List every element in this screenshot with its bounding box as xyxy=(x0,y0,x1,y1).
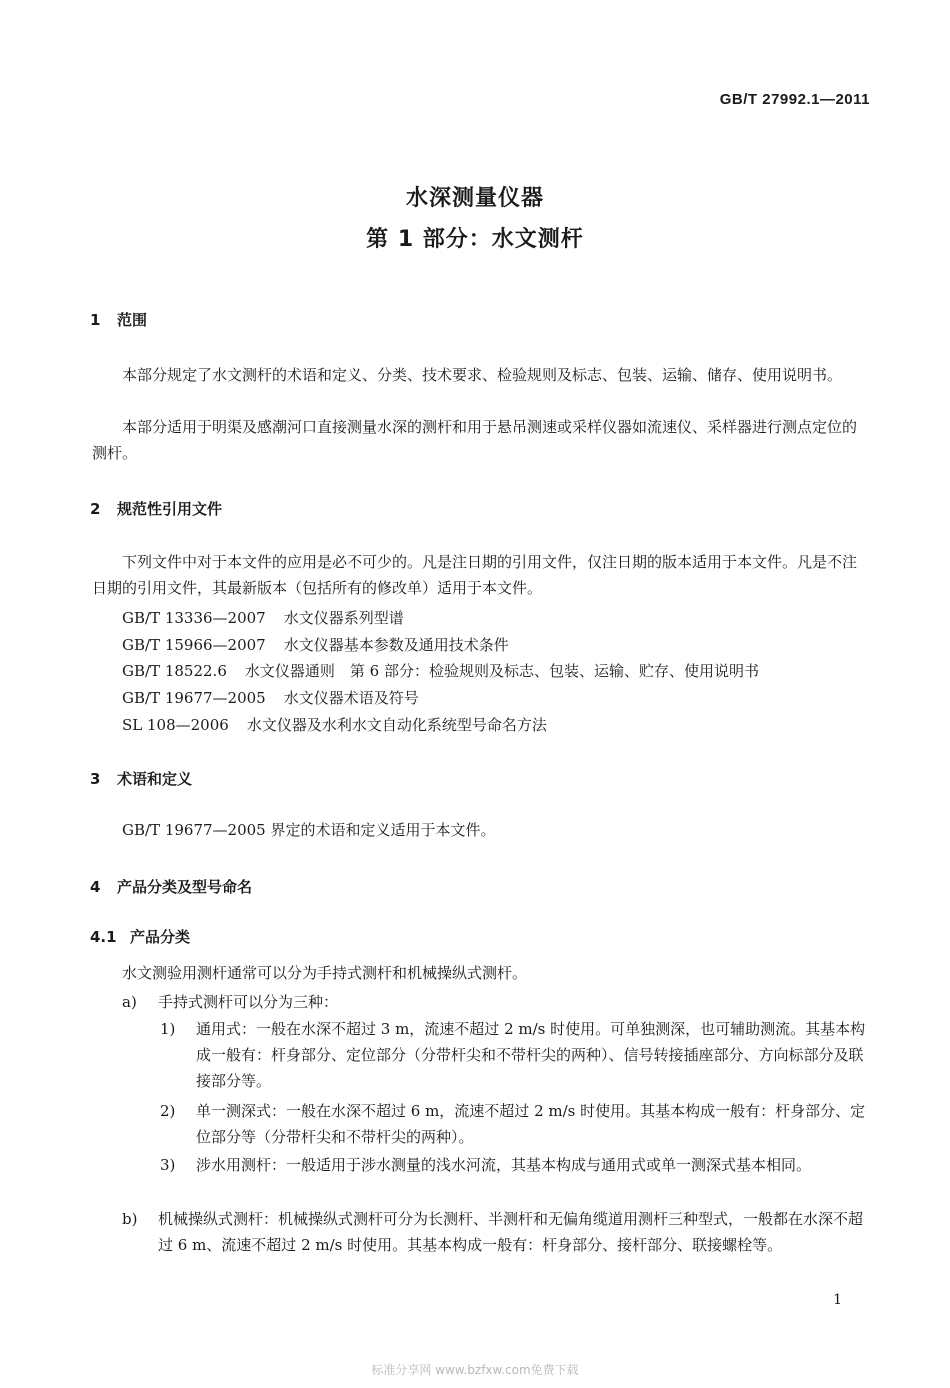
section-1-paragraph-1: 本部分规定了水文测杆的术语和定义、分类、技术要求、检验规则及标志、包装、运输、储存、使用说明书。 xyxy=(122,366,843,384)
section-title: 产品分类及型号命名 xyxy=(117,878,253,896)
section-1-paragraph-2: 本部分适用于明渠及感潮河口直接测量水深的测杆和用于悬吊测速或采样仪器如流速仪、采样器进行测点定位的测杆。 xyxy=(92,418,858,462)
reference-item xyxy=(122,634,509,655)
sub-list-item-3 xyxy=(160,1152,872,1178)
reference-code: GB/T 13336—2007 xyxy=(122,609,266,627)
sub-list-item-2 xyxy=(160,1098,872,1150)
reference-code: GB/T 19677—2005 xyxy=(122,689,266,707)
reference-title: 水文仪器通则 第 6 部分：检验规则及标志、包装、运输、贮存、使用说明书 xyxy=(244,662,759,680)
section-4-heading xyxy=(90,876,252,897)
watermark: 标准分享网 www.bzfxw.com免费下载 xyxy=(371,1363,579,1377)
list-label: 3) xyxy=(160,1156,176,1174)
section-2-paragraph-1: 下列文件中对于本文件的应用是必不可少的。凡是注日期的引用文件，仅注日期的版本适用于本文件。凡是不注日期的引用文件，其最新版本（包括所有的修改单）适用于本文件。 xyxy=(92,553,858,597)
list-item-a xyxy=(122,991,338,1012)
section-title: 范围 xyxy=(117,311,148,329)
document-subtitle: 第 1 部分：水文测杆 xyxy=(366,227,584,252)
section-title: 产品分类 xyxy=(130,928,191,946)
list-text: 涉水用测杆：一般适用于涉水测量的浅水河流，其基本构成与通用式或单一测深式基本相同。 xyxy=(196,1156,812,1174)
list-label: 1) xyxy=(160,1020,176,1038)
reference-item xyxy=(122,660,759,681)
section-4-1-paragraph-1: 水文测验用测杆通常可以分为手持式测杆和机械操纵式测杆。 xyxy=(122,964,528,982)
page-number: 1 xyxy=(833,1292,842,1308)
section-title: 术语和定义 xyxy=(117,770,193,788)
section-1-heading xyxy=(90,309,147,330)
section-number: 1 xyxy=(90,311,101,329)
reference-title: 水文仪器及水利水文自动化系统型号命名方法 xyxy=(246,716,547,734)
section-number: 4 xyxy=(90,878,101,896)
sub-list-item-1 xyxy=(160,1016,872,1094)
list-label: 2) xyxy=(160,1102,176,1120)
reference-title: 水文仪器系列型谱 xyxy=(283,609,404,627)
reference-item xyxy=(122,714,547,735)
standard-code: GB/T 27992.1—2011 xyxy=(719,91,870,108)
reference-item xyxy=(122,607,404,628)
list-label: a) xyxy=(122,993,137,1011)
reference-title: 水文仪器术语及符号 xyxy=(283,689,419,707)
section-number: 3 xyxy=(90,770,101,788)
list-text: 通用式：一般在水深不超过 3 m，流速不超过 2 m/s 时使用。可单独测深，也可辅助测流。其基本构成一般有：杆身部分、定位部分（分带杆尖和不带杆尖的两种）、信号转接插座部分、方向标部分及联接部分等。 xyxy=(196,1020,866,1090)
list-label: b) xyxy=(122,1210,138,1228)
section-number: 2 xyxy=(90,500,101,518)
section-number: 4.1 xyxy=(90,928,117,946)
list-text: 手持式测杆可以分为三种： xyxy=(158,993,339,1011)
section-2-heading xyxy=(90,498,222,519)
list-item-b xyxy=(122,1206,872,1258)
reference-code: SL 108—2006 xyxy=(122,716,229,734)
section-3-heading xyxy=(90,768,192,789)
section-3-paragraph-1: GB/T 19677—2005 界定的术语和定义适用于本文件。 xyxy=(122,821,496,839)
reference-title: 水文仪器基本参数及通用技术条件 xyxy=(283,636,509,654)
reference-code: GB/T 15966—2007 xyxy=(122,636,266,654)
reference-item xyxy=(122,687,419,708)
section-4-1-heading xyxy=(90,926,190,947)
document-title: 水深测量仪器 xyxy=(405,186,544,211)
section-title: 规范性引用文件 xyxy=(117,500,223,518)
list-text: 机械操纵式测杆：机械操纵式测杆可分为长测杆、半测杆和无偏角缆道用测杆三种型式，一般都在水深不超过 6 m、流速不超过 2 m/s 时使用。其基本构成一般有：杆身部分、接杆部分、联接螺栓等。 xyxy=(158,1210,864,1254)
reference-code: GB/T 18522.6 xyxy=(122,662,227,680)
list-text: 单一测深式：一般在水深不超过 6 m，流速不超过 2 m/s 时使用。其基本构成一般有：杆身部分、定位部分等（分带杆尖和不带杆尖的两种）。 xyxy=(196,1102,866,1146)
